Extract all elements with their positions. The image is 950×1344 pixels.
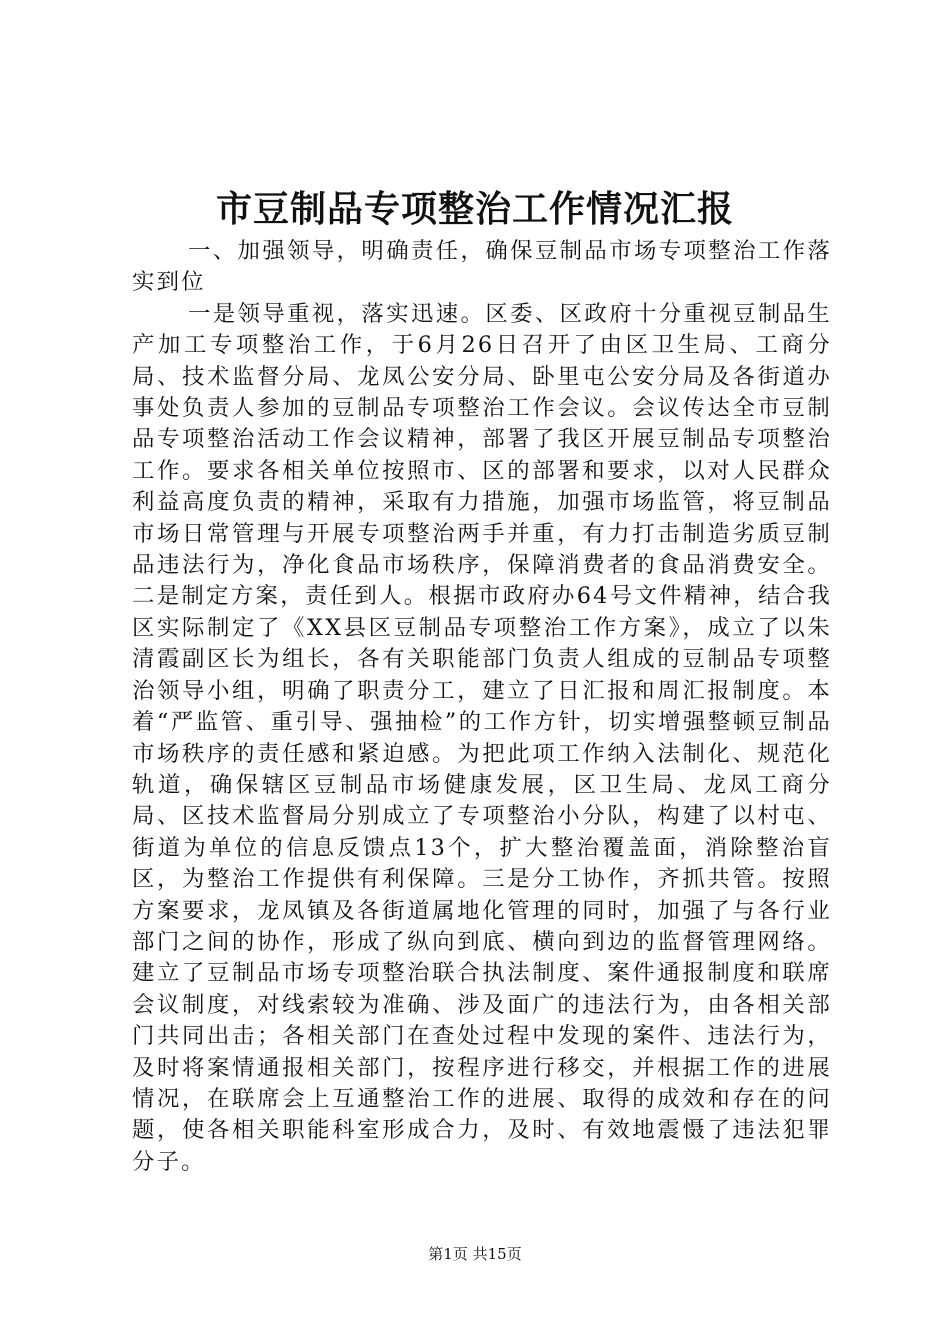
page-number-footer: 第1页 共15页 bbox=[428, 1245, 522, 1263]
body-paragraph: 一是领导重视，落实迅速。区委、区政府十分重视豆制品生产加工专项整治工作，于6月26日召开了由区卫生局、工商分局、技术监督分局、龙凤公安分局、卧里屯公安分局及各街道办事处负责人参加的豆制品专项整治工作会议。会议传达全市豆制品专项整治活动工作会议精神，部署了我区开展豆制品专项整治工作。要求各相关单位按照市、区的部署和要求，以对人民群众利益高度负责的精神，采取有力措施，加强市场监管，将豆制品市场日常管理与开展专项整治两手并重，有力打击制造劣质豆制品违法行为，净化食品市场秩序，保障消费者的食品消费安全。二是制定方案，责任到人。根据市政府办64号文件精神，结合我区实际制定了《XX县区豆制品专项整治工作方案》，成立了以朱清霞副区长为组长，各有关职能部门负责人组成的豆制品专项整治领导小组，明确了职责分工，建立了日汇报和周汇报制度。本着“严监管、重引导、强抽检”的工作方针，切实增强整顿豆制品市场秩序的责任感和紧迫感。为把此项工作纳入法制化、规范化轨道，确保辖区豆制品市场健康发展，区卫生局、龙凤工商分局、区技术监督局分别成立了专项整治小分队，构建了以村屯、街道为单位的信息反馈点13个，扩大整治覆盖面，消除整治盲区，为整治工作提供有利保障。三是分工协作，齐抓共管。按照方案要求，龙凤镇及各街道属地化管理的同时，加强了与各行业部门之间的协作，形成了纵向到底、横向到边的监督管理网络。建立了豆制品市场专项整治联合执法制度、案件通报制度和联席会议制度，对线索较为准确、涉及面广的违法行为，由各相关部门共同出击；各相关部门在查处过程中发现的案件、违法行为，及时将案情通报相关部门，按程序进行移交，并根据工作的进展情况，在联席会上互通整治工作的进展、取得的成效和存在的问题，使各相关职能科室形成合力，及时、有效地震慑了违法犯罪分子。 bbox=[132, 300, 832, 1175]
document-body bbox=[132, 236, 832, 1178]
section-heading-paragraph: 一、加强领导，明确责任，确保豆制品市场专项整治工作落实到位 bbox=[132, 238, 832, 296]
document-title: 市豆制品专项整治工作情况汇报 bbox=[215, 188, 734, 230]
